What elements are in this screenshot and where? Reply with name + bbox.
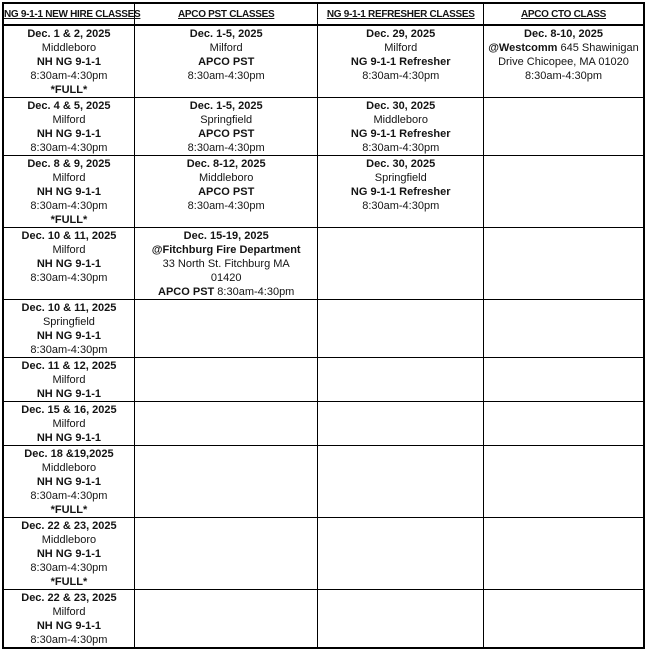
- text-segment: 8:30am-4:30pm: [524, 70, 603, 82]
- text-segment: Milford: [52, 374, 86, 386]
- schedule-cell: [483, 402, 644, 446]
- cell-line: [4, 533, 134, 547]
- text-segment: Dec. 1-5, 2025: [189, 100, 263, 112]
- table-row: [3, 98, 644, 156]
- table-row: [3, 518, 644, 590]
- table-row: [3, 300, 644, 358]
- schedule-cell: [3, 228, 134, 300]
- text-segment: Dec. 22 & 23, 2025: [21, 592, 117, 604]
- text-segment: Middleboro: [373, 114, 428, 126]
- schedule-cell: [134, 590, 318, 649]
- cell-line: [4, 83, 134, 97]
- text-segment: Milford: [209, 42, 243, 54]
- schedule-cell: [134, 446, 318, 518]
- text-segment: 8:30am-4:30pm: [30, 70, 108, 82]
- cell-line: [4, 619, 134, 633]
- cell-line: [4, 519, 134, 533]
- schedule-cell: [483, 25, 644, 98]
- cell-line: [4, 141, 134, 155]
- text-segment: 645 Shawinigan: [557, 42, 639, 54]
- schedule-cell: [3, 590, 134, 649]
- header-new-hire-classes: NG 9-1-1 NEW HIRE CLASSES: [3, 3, 134, 25]
- text-segment: Milford: [384, 42, 418, 54]
- schedule-cell: [134, 25, 318, 98]
- cell-line: [4, 199, 134, 213]
- cell-line: [135, 229, 318, 243]
- cell-line: [4, 461, 134, 475]
- cell-line: [4, 127, 134, 141]
- cell-line: [135, 141, 318, 155]
- header-refresher-classes: NG 9-1-1 REFRESHER CLASSES: [318, 3, 484, 25]
- text-segment: Middleboro: [41, 42, 97, 54]
- text-segment: Middleboro: [198, 172, 254, 184]
- schedule-cell: [3, 358, 134, 402]
- schedule-table-body: [3, 25, 644, 648]
- text-segment: NH NG 9-1-1: [36, 432, 102, 444]
- cell-line: [318, 69, 483, 83]
- text-segment: Milford: [52, 606, 86, 618]
- text-segment: Springfield: [374, 172, 427, 184]
- cell-line: [318, 199, 483, 213]
- text-segment: Dec. 11 & 12, 2025: [21, 360, 117, 372]
- table-row: [3, 402, 644, 446]
- cell-line: [4, 489, 134, 503]
- schedule-cell: [3, 156, 134, 228]
- schedule-cell: [318, 590, 484, 649]
- cell-line: [4, 329, 134, 343]
- cell-line: [135, 171, 318, 185]
- header-apco-pst-classes: APCO PST CLASSES: [134, 3, 318, 25]
- cell-line: [135, 27, 318, 41]
- text-segment: *FULL*: [50, 214, 88, 226]
- text-segment: NH NG 9-1-1: [36, 330, 102, 342]
- table-row: [3, 25, 644, 98]
- schedule-cell: [134, 228, 318, 300]
- header-apco-cto-class: APCO CTO CLASS: [483, 3, 644, 25]
- cell-line: [135, 243, 318, 257]
- text-segment: NG 9-1-1 Refresher: [350, 56, 451, 68]
- table-row: [3, 446, 644, 518]
- text-segment: 8:30am-4:30pm: [30, 142, 108, 154]
- text-segment: Dec. 8 & 9, 2025: [27, 158, 111, 170]
- text-segment: Dec. 18 &19,2025: [24, 448, 114, 460]
- text-segment: NH NG 9-1-1: [36, 56, 102, 68]
- cell-line: [135, 199, 318, 213]
- text-segment: Middleboro: [41, 534, 97, 546]
- text-segment: 8:30am-4:30pm: [30, 490, 108, 502]
- text-segment: NH NG 9-1-1: [36, 388, 102, 400]
- schedule-cell: [3, 300, 134, 358]
- text-segment: 8:30am-4:30pm: [362, 200, 440, 212]
- schedule-cell: [134, 300, 318, 358]
- cell-line: [4, 633, 134, 647]
- schedule-cell: [3, 446, 134, 518]
- cell-line: [4, 257, 134, 271]
- cell-line: [4, 243, 134, 257]
- schedule-cell: [483, 300, 644, 358]
- cell-line: [4, 69, 134, 83]
- text-segment: NH NG 9-1-1: [36, 128, 102, 140]
- text-segment: Dec. 15 & 16, 2025: [21, 404, 117, 416]
- text-segment: *FULL*: [50, 576, 88, 588]
- text-segment: Milford: [52, 418, 86, 430]
- cell-line: [4, 475, 134, 489]
- schedule-cell: [483, 156, 644, 228]
- training-schedule-table: [2, 2, 645, 649]
- text-segment: 01420: [210, 272, 242, 284]
- cell-line: [4, 447, 134, 461]
- schedule-cell: [3, 98, 134, 156]
- text-segment: Milford: [52, 244, 86, 256]
- cell-line: [4, 157, 134, 171]
- cell-line: [135, 285, 318, 299]
- cell-line: [4, 431, 134, 445]
- text-segment: Drive Chicopee, MA 01020: [498, 56, 629, 68]
- text-segment: 33 North St. Fitchburg MA: [162, 258, 290, 270]
- text-segment: Dec. 15-19, 2025: [183, 230, 269, 242]
- schedule-cell: [483, 358, 644, 402]
- cell-line: [4, 55, 134, 69]
- text-segment: 8:30am-4:30pm: [187, 70, 265, 82]
- cell-line: [4, 387, 134, 401]
- cell-line: [135, 127, 318, 141]
- text-segment: Dec. 4 & 5, 2025: [27, 100, 111, 112]
- cell-line: [4, 315, 134, 329]
- text-segment: Milford: [52, 114, 86, 126]
- text-segment: 8:30am-4:30pm: [30, 562, 108, 574]
- cell-line: [4, 271, 134, 285]
- text-segment: 8:30am-4:30pm: [362, 142, 440, 154]
- text-segment: Dec. 30, 2025: [366, 158, 436, 170]
- schedule-cell: [483, 228, 644, 300]
- text-segment: APCO PST: [158, 286, 215, 298]
- cell-line: [4, 359, 134, 373]
- cell-line: [318, 55, 483, 69]
- text-segment: NH NG 9-1-1: [36, 476, 102, 488]
- schedule-cell: [134, 402, 318, 446]
- cell-line: [135, 41, 318, 55]
- cell-line: [135, 185, 318, 199]
- cell-line: [4, 343, 134, 357]
- cell-line: [4, 213, 134, 227]
- text-segment: 8:30am-4:30pm: [30, 344, 108, 356]
- cell-line: [4, 561, 134, 575]
- text-segment: Dec. 8-12, 2025: [186, 158, 266, 170]
- text-segment: Milford: [52, 172, 86, 184]
- cell-line: [4, 591, 134, 605]
- cell-line: [135, 257, 318, 271]
- cell-line: [4, 41, 134, 55]
- cell-line: [4, 575, 134, 589]
- text-segment: Dec. 8-10, 2025: [524, 28, 603, 40]
- text-segment: @Westcomm: [488, 42, 558, 54]
- schedule-cell: [483, 446, 644, 518]
- cell-line: [484, 69, 643, 83]
- cell-line: [4, 301, 134, 315]
- cell-line: [135, 69, 318, 83]
- schedule-cell: [134, 156, 318, 228]
- text-segment: Dec. 1-5, 2025: [189, 28, 263, 40]
- table-row: [3, 358, 644, 402]
- text-segment: Dec. 10 & 11, 2025: [21, 230, 117, 242]
- schedule-cell: [318, 518, 484, 590]
- text-segment: 8:30am-4:30pm: [187, 200, 265, 212]
- cell-line: [4, 403, 134, 417]
- cell-line: [4, 171, 134, 185]
- cell-line: [318, 171, 483, 185]
- text-segment: Dec. 10 & 11, 2025: [21, 302, 117, 314]
- text-segment: Dec. 29, 2025: [366, 28, 436, 40]
- text-segment: *FULL*: [50, 504, 88, 516]
- text-segment: @Fitchburg Fire Department: [151, 244, 301, 256]
- table-row: [3, 590, 644, 649]
- text-segment: Dec. 22 & 23, 2025: [21, 520, 117, 532]
- cell-line: [135, 113, 318, 127]
- text-segment: 8:30am-4:30pm: [30, 200, 108, 212]
- cell-line: [135, 271, 318, 285]
- schedule-cell: [318, 300, 484, 358]
- schedule-cell: [3, 402, 134, 446]
- cell-line: [318, 113, 483, 127]
- text-segment: 8:30am-4:30pm: [362, 70, 440, 82]
- schedule-cell: [318, 156, 484, 228]
- text-segment: *FULL*: [50, 84, 88, 96]
- schedule-cell: [3, 518, 134, 590]
- text-segment: NH NG 9-1-1: [36, 548, 102, 560]
- text-segment: NH NG 9-1-1: [36, 186, 102, 198]
- cell-line: [135, 99, 318, 113]
- cell-line: [4, 373, 134, 387]
- cell-line: [318, 127, 483, 141]
- table-row: [3, 156, 644, 228]
- cell-line: [318, 41, 483, 55]
- text-segment: 8:30am-4:30pm: [187, 142, 265, 154]
- cell-line: [4, 27, 134, 41]
- text-segment: NH NG 9-1-1: [36, 258, 102, 270]
- schedule-cell: [483, 98, 644, 156]
- text-segment: 8:30am-4:30pm: [30, 634, 108, 646]
- cell-line: [4, 185, 134, 199]
- cell-line: [4, 113, 134, 127]
- cell-line: [318, 99, 483, 113]
- cell-line: [484, 55, 643, 69]
- cell-line: [484, 27, 643, 41]
- text-segment: Dec. 1 & 2, 2025: [27, 28, 111, 40]
- cell-line: [4, 417, 134, 431]
- schedule-page: [0, 2, 647, 646]
- cell-line: [484, 41, 643, 55]
- schedule-cell: [134, 358, 318, 402]
- table-row: [3, 228, 644, 300]
- schedule-cell: [483, 590, 644, 649]
- cell-line: [318, 185, 483, 199]
- text-segment: NG 9-1-1 Refresher: [350, 186, 451, 198]
- schedule-cell: [318, 228, 484, 300]
- text-segment: Dec. 30, 2025: [366, 100, 436, 112]
- schedule-cell: [318, 446, 484, 518]
- schedule-cell: [134, 98, 318, 156]
- cell-line: [4, 605, 134, 619]
- text-segment: APCO PST: [198, 186, 255, 198]
- cell-line: [135, 55, 318, 69]
- cell-line: [318, 27, 483, 41]
- cell-line: [135, 157, 318, 171]
- text-segment: Middleboro: [41, 462, 97, 474]
- text-segment: 8:30am-4:30pm: [214, 286, 295, 298]
- cell-line: [4, 503, 134, 517]
- schedule-cell: [3, 25, 134, 98]
- text-segment: NG 9-1-1 Refresher: [350, 128, 451, 140]
- text-segment: Springfield: [200, 114, 253, 126]
- schedule-cell: [483, 518, 644, 590]
- cell-line: [318, 157, 483, 171]
- schedule-cell: [318, 402, 484, 446]
- schedule-cell: [318, 98, 484, 156]
- text-segment: NH NG 9-1-1: [36, 620, 102, 632]
- text-segment: APCO PST: [198, 128, 255, 140]
- text-segment: 8:30am-4:30pm: [30, 272, 108, 284]
- cell-line: [4, 547, 134, 561]
- text-segment: APCO PST: [198, 56, 255, 68]
- table-header-row: [3, 3, 644, 25]
- cell-line: [4, 229, 134, 243]
- schedule-cell: [134, 518, 318, 590]
- cell-line: [4, 99, 134, 113]
- cell-line: [318, 141, 483, 155]
- schedule-cell: [318, 25, 484, 98]
- schedule-cell: [318, 358, 484, 402]
- text-segment: Springfield: [42, 316, 95, 328]
